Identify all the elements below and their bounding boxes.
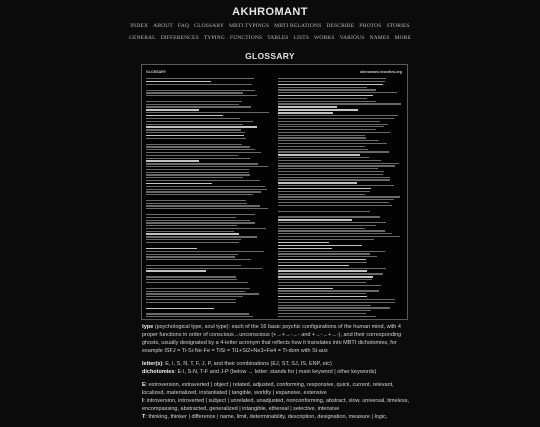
- term-dichotomies: dichotomies: [142, 368, 175, 375]
- sheet-text-line: [146, 106, 251, 107]
- sheet-text-line: [146, 109, 199, 110]
- definition-t-text: : thinking, thinker | difference | name, limit, determinability, description, designation, measure | logic,: [145, 413, 388, 420]
- sheet-text-line: [278, 81, 385, 82]
- sheet-text-line: [278, 282, 366, 283]
- sheet-text-line: [278, 124, 388, 125]
- sheet-text-line: [146, 279, 237, 280]
- nav-link-differences[interactable]: DIFFERENCES: [160, 35, 199, 41]
- sheet-text-line: [278, 121, 380, 122]
- sheet-text-line: [146, 124, 243, 125]
- sheet-text-line: [278, 177, 390, 178]
- sheet-text-line: [278, 154, 360, 155]
- sheet-text-line: [278, 273, 383, 274]
- sheet-text-line: [278, 307, 390, 308]
- sheet-text-line: [278, 194, 365, 195]
- nav-link-tables[interactable]: TABLES: [267, 35, 289, 41]
- sheet-text-line: [146, 135, 244, 136]
- sheet-text-line: [278, 316, 376, 317]
- sheet-text-line: [278, 106, 337, 107]
- page-title: GLOSSARY: [245, 51, 295, 61]
- definition-e-text: : extroversion, extraverted | object | related, adjusted, conforming, responsive, quick, current, relevant, localized, materialized, instantiated | tangible, worldly | expansive, extensive: [142, 381, 394, 396]
- sheet-text-line: [146, 189, 267, 190]
- sheet-text-line: [146, 95, 257, 96]
- definitions: [142, 324, 409, 427]
- sheet-text-line: [278, 319, 379, 320]
- sheet-text-line: [278, 179, 390, 180]
- sheet-text-line: [146, 316, 253, 317]
- sheet-text-line: [146, 319, 252, 320]
- sheet-text-line: [278, 163, 399, 164]
- sheet-text-line: [146, 129, 241, 130]
- sheet-text-line: [146, 183, 212, 184]
- definition-e: [142, 382, 409, 422]
- sheet-text-line: [278, 115, 398, 116]
- term-letters: letter(s): [142, 360, 163, 367]
- sheet-text-line: [146, 144, 242, 145]
- sheet-text-line: [278, 78, 386, 79]
- sheet-text-line: [278, 233, 392, 234]
- sheet-text-line: [146, 254, 238, 255]
- sheet-text-line: [146, 152, 261, 153]
- sheet-text-line: [278, 168, 378, 169]
- term-e: E: [142, 381, 146, 388]
- sheet-text-line: [146, 233, 239, 234]
- nav-link-glossary[interactable]: GLOSSARY: [193, 23, 225, 29]
- sheet-text-line: [146, 101, 242, 102]
- sheet-column-right: [278, 78, 402, 315]
- nav-link-about[interactable]: ABOUT: [153, 23, 173, 29]
- sheet-text-line: [278, 137, 366, 138]
- sheet-text-line: [146, 186, 265, 187]
- sheet-text-line: [146, 115, 223, 116]
- nav-link-names[interactable]: NAMES: [369, 35, 390, 41]
- sheet-text-line: [278, 146, 365, 147]
- sheet-text-line: [146, 118, 240, 119]
- sheet-text-line: [146, 217, 236, 218]
- sheet-text-line: [278, 288, 333, 289]
- nav-link-stories[interactable]: STORIES: [386, 23, 410, 29]
- sheet-text-line: [146, 112, 269, 113]
- sheet-text-line: [146, 138, 246, 139]
- sheet-text-line: [278, 225, 376, 226]
- sheet-text-line: [278, 112, 333, 113]
- sheet-text-line: [146, 291, 245, 292]
- sheet-text-line: [278, 262, 367, 263]
- sheet-text-line: [146, 256, 235, 257]
- sheet-text-line: [278, 248, 332, 249]
- sheet-text-line: [146, 313, 249, 314]
- definition-i-text: : introversion, introverted | subject | unrelated, unadjusted, nonconforming, abstract, slow, universal, timeless, encompassing, abstracted, generalized | intangible, ethereal | selective, intensive: [142, 397, 409, 412]
- sheet-text-line: [146, 158, 250, 159]
- sheet-text-line: [278, 182, 357, 183]
- nav-link-mbti-relations[interactable]: MBTI RELATIONS: [274, 23, 322, 29]
- sheet-text-line: [278, 199, 394, 200]
- sheet-text-line: [278, 228, 365, 229]
- sheet-text-line: [278, 296, 367, 297]
- sheet-text-line: [146, 172, 249, 173]
- definition-type: [142, 324, 409, 356]
- sheet-text-line: [278, 95, 373, 96]
- sheet-text-line: [146, 121, 253, 122]
- sheet-text-line: [278, 160, 381, 161]
- sheet-text-line: [278, 109, 358, 110]
- sheet-text-line: [278, 92, 397, 93]
- sheet-text-line: [146, 132, 245, 133]
- nav-link-general[interactable]: GENERAL: [128, 35, 156, 41]
- definition-dichotomies-text: : E-I, S-N, T-F and J-P (below → letter: stands for | main keyword | other keywords): [174, 368, 377, 375]
- sheet-text-line: [278, 293, 366, 294]
- sheet-text-line: [278, 276, 373, 277]
- sheet-site: akhromant.neocities.org: [360, 70, 402, 74]
- definition-type-text: (psychological type, soul type): each of the 16 basic psychic configurations of the human mind, with 4 proper functions in order of conscious→unconscious (+→+→-→- and +→-→+→-), and their corresponding ghosts, usually designated by a 4-letter acronym that reflects how it translates into MBTI dichotomies, for example ISFJ = Ti-Si-Ne-Fe = TiSi = Ti1+Si2+Ne3+Fe4 = Ti-dom with Si-aux: [142, 324, 402, 354]
- sheet-text-line: [278, 188, 371, 189]
- sheet-text-line: [146, 228, 266, 229]
- sheet-text-line: [146, 81, 211, 82]
- sheet-text-line: [146, 166, 268, 167]
- sheet-text-line: [278, 310, 371, 311]
- definition-letters-text: : E, I, S, N, T, F, J, P, and their combinations (EJ, ST, SJ, IS, ENP, etc): [162, 360, 332, 367]
- sheet-text-line: [278, 268, 386, 269]
- sheet-text-line: [278, 270, 367, 271]
- sheet-text-line: [278, 171, 384, 172]
- sheet-text-line: [278, 98, 367, 99]
- definition-letters: [142, 361, 409, 377]
- sheet-text-line: [146, 146, 250, 147]
- sheet-text-line: [146, 220, 250, 221]
- sheet-text-line: [278, 256, 377, 257]
- sheet-text-line: [146, 200, 246, 201]
- sheet-text-line: [278, 174, 383, 175]
- sheet-text-line: [278, 313, 366, 314]
- sheet-text-line: [278, 219, 352, 220]
- nav-link-more[interactable]: MORE: [394, 35, 412, 41]
- sheet-text-line: [278, 305, 371, 306]
- nav-link-describe[interactable]: DESCRIBE: [326, 23, 355, 29]
- sheet-text-line: [146, 282, 248, 283]
- sheet-text-line: [278, 302, 395, 303]
- sheet-text-line: [278, 253, 370, 254]
- sheet-text-line: [146, 203, 247, 204]
- term-t: T: [142, 413, 146, 420]
- nav-link-functions[interactable]: FUNCTIONS: [229, 35, 263, 41]
- sheet-text-line: [146, 270, 206, 271]
- term-i: I: [142, 397, 144, 404]
- sheet-text-line: [146, 194, 253, 195]
- sub-nav: [0, 35, 540, 41]
- sheet-text-line: [146, 149, 255, 150]
- sheet-text-line: [278, 126, 384, 127]
- sheet-text-line: [278, 89, 376, 90]
- sheet-text-line: [146, 177, 243, 178]
- sheet-text-line: [146, 180, 260, 181]
- sheet-text-line: [278, 216, 380, 217]
- sheet-text-line: [146, 84, 252, 85]
- nav-link-various[interactable]: VARIOUS: [339, 35, 365, 41]
- sheet-text-line: [278, 132, 390, 133]
- sheet-text-line: [278, 101, 376, 102]
- sheet-text-line: [278, 259, 366, 260]
- sheet-text-line: [278, 165, 395, 166]
- sheet-text-line: [146, 214, 255, 215]
- glossary-sheet-image: [141, 64, 408, 320]
- sheet-text-line: [278, 143, 387, 144]
- sheet-text-line: [146, 208, 268, 209]
- sheet-text-line: [278, 103, 401, 104]
- sheet-text-line: [146, 276, 236, 277]
- sheet-text-line: [278, 279, 372, 280]
- sheet-text-line: [278, 185, 394, 186]
- sheet-text-line: [278, 140, 379, 141]
- nav-link-photos[interactable]: PHOTOS: [359, 23, 382, 29]
- sheet-text-line: [146, 293, 259, 294]
- sheet-text-line: [278, 151, 389, 152]
- sheet-text-line: [146, 302, 236, 303]
- sheet-text-line: [278, 135, 365, 136]
- sheet-text-line: [146, 288, 250, 289]
- main-nav: [0, 23, 540, 29]
- sheet-text-line: [146, 160, 199, 161]
- sheet-text-line: [146, 104, 239, 105]
- sheet-text-line: [146, 222, 255, 223]
- sheet-header: [146, 70, 402, 74]
- nav-link-mbti-typings[interactable]: MBTI TYPINGS: [229, 23, 270, 29]
- term-type: type: [142, 324, 154, 330]
- sheet-text-line: [146, 169, 249, 170]
- sheet-text-line: [278, 265, 349, 266]
- nav-link-index[interactable]: INDEX: [130, 23, 149, 29]
- sheet-text-line: [278, 299, 395, 300]
- sheet-text-line: [278, 230, 385, 231]
- sheet-text-line: [278, 118, 394, 119]
- sheet-text-line: [278, 157, 369, 158]
- sheet-text-line: [146, 265, 241, 266]
- nav-link-faq[interactable]: FAQ: [177, 23, 189, 29]
- sheet-column-left: [146, 78, 270, 315]
- nav-link-typing[interactable]: TYPING: [203, 35, 225, 41]
- sheet-text-line: [278, 285, 381, 286]
- sheet-text-line: [146, 242, 239, 243]
- sheet-text-line: [278, 191, 370, 192]
- sheet-text-line: [146, 248, 197, 249]
- sheet-text-line: [278, 205, 392, 206]
- sheet-text-line: [278, 149, 368, 150]
- sheet-text-line: [278, 211, 370, 212]
- sheet-text-line: [146, 126, 257, 127]
- sheet-text-line: [146, 78, 254, 79]
- sheet-text-line: [146, 299, 236, 300]
- sheet-text-line: [278, 251, 385, 252]
- sheet-text-line: [146, 259, 251, 260]
- sheet-text-line: [278, 84, 383, 85]
- sheet-text-line: [146, 90, 255, 91]
- nav-link-works[interactable]: WORKS: [313, 35, 335, 41]
- sheet-text-line: [278, 202, 389, 203]
- sheet-text-line: [146, 236, 257, 237]
- sheet-text-line: [278, 222, 386, 223]
- sheet-text-line: [278, 290, 379, 291]
- site-title: AKHROMANT: [232, 6, 308, 18]
- sheet-text-line: [278, 196, 400, 197]
- sheet-text-line: [146, 191, 261, 192]
- sheet-text-line: [278, 242, 329, 243]
- sheet-text-line: [146, 163, 258, 164]
- sheet-text-line: [146, 308, 214, 309]
- sheet-text-line: [146, 268, 262, 269]
- sheet-text-line: [278, 236, 400, 237]
- sheet-text-line: [146, 174, 250, 175]
- sheet-text-line: [146, 155, 238, 156]
- sheet-text-line: [146, 296, 243, 297]
- sheet-text-line: [278, 239, 374, 240]
- sheet-text-line: [146, 92, 243, 93]
- nav-link-lists[interactable]: LISTS: [293, 35, 309, 41]
- sheet-text-line: [278, 129, 376, 130]
- sheet-text-line: [278, 87, 367, 88]
- sheet-text-line: [278, 245, 362, 246]
- sheet-title: GLOSSARY: [146, 70, 167, 74]
- sheet-text-line: [146, 225, 237, 226]
- sheet-text-line: [146, 251, 264, 252]
- sheet-text-line: [146, 205, 260, 206]
- sheet-text-line: [146, 239, 241, 240]
- sheet-text-line: [146, 231, 234, 232]
